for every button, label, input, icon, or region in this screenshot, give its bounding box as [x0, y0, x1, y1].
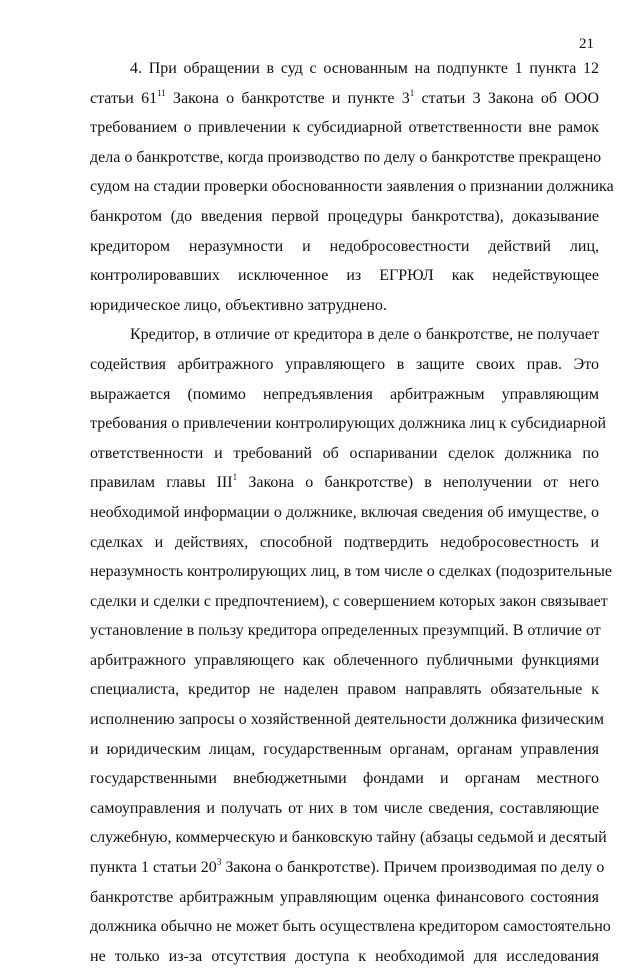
superscript: 11	[157, 87, 166, 98]
text-line: сделках и действиях, способной подтвердить недобросовестность и	[90, 533, 599, 551]
text-line: Кредитор, в отличие от кредитора в деле о банкротстве, не получает	[130, 326, 599, 344]
text-line: служебную, коммерческую и банковскую тайну (абзацы седьмой и десятый	[90, 829, 607, 847]
text-line: исполнению запросы о хозяйственной деятельности должника физическим	[90, 711, 604, 729]
text-line: 4. При обращении в суд с основанным на подпункте 1 пункта 12	[130, 60, 599, 77]
text-line: и юридическим лицам, государственным органам, органам управления	[90, 740, 599, 758]
text-line: арбитражного управляющего как облеченного публичными функциями	[90, 651, 599, 669]
text-line: банкротом (до введения первой процедуры банкротства), доказывание	[90, 207, 599, 225]
text-line: дела о банкротстве, когда производство по делу о банкротстве прекращено	[90, 148, 602, 166]
text-line: статьи $61^{11}$ Закона о банкротстве и пункте $3^1$ статьи 3 Закона об ООО	[90, 87, 600, 107]
superscript: 1	[232, 472, 238, 483]
text-line: неразумность контролирующих лиц, в том числе о сделках (подозрительные	[90, 563, 612, 581]
text-line: должника обычно не может быть осуществлена кредитором самостоятельно	[90, 918, 611, 936]
text-line: сделки и сделки с предпочтением), с совершением которых закон связывает	[90, 592, 608, 610]
page-number: 21	[579, 36, 594, 52]
text-line: ответственности и требований об оспаривании сделок должника по	[90, 444, 599, 462]
text-line: судом на стадии проверки обоснованности заявления о признании должника	[90, 178, 614, 196]
text-line: пункта 1 статьи $20^3$ Закона о банкротстве). Причем производимая по делу о	[90, 857, 605, 877]
text-line: установление в пользу кредитора определенных презумпций. В отличие от	[90, 622, 601, 640]
paragraph-2	[90, 320, 612, 971]
text-line: требованием о привлечении к субсидиарной ответственности вне рамок	[90, 119, 599, 137]
paragraph-1	[90, 54, 614, 320]
text-line: самоуправления и получать от них в том числе сведения, составляющие	[90, 799, 599, 817]
text-line: требования о привлечении контролирующих должника лиц к субсидиарной	[90, 415, 607, 433]
text-line: необходимой информации о должнике, включая сведения об имуществе, о	[90, 503, 599, 521]
body-text	[90, 54, 614, 971]
text-line: содействия арбитражного управляющего в защите своих прав. Это	[90, 355, 599, 373]
superscript: 1	[409, 87, 415, 98]
text-line: банкротстве арбитражным управляющим оценка финансового состояния	[90, 888, 599, 906]
text-line: не только из-за отсутствия доступа к необходимой для исследования	[90, 947, 599, 965]
text-line: государственными внебюджетными фондами и органам местного	[90, 770, 599, 788]
text-line: специалиста, кредитор не наделен правом направлять обязательные к	[90, 681, 599, 699]
text-line: правилам главы III$^1$ Закона о банкротстве) в неполучении от него	[90, 472, 600, 492]
text-line: выражается (помимо непредъявления арбитражным управляющим	[90, 385, 599, 403]
text-line: юридическое лицо, объективно затруднено.	[90, 296, 387, 314]
text-line: контролировавших исключенное из ЕГРЮЛ как недействующее	[90, 267, 599, 285]
text-line: кредитором неразумности и недобросовестности действий лиц,	[90, 237, 599, 255]
superscript: 3	[216, 857, 222, 868]
